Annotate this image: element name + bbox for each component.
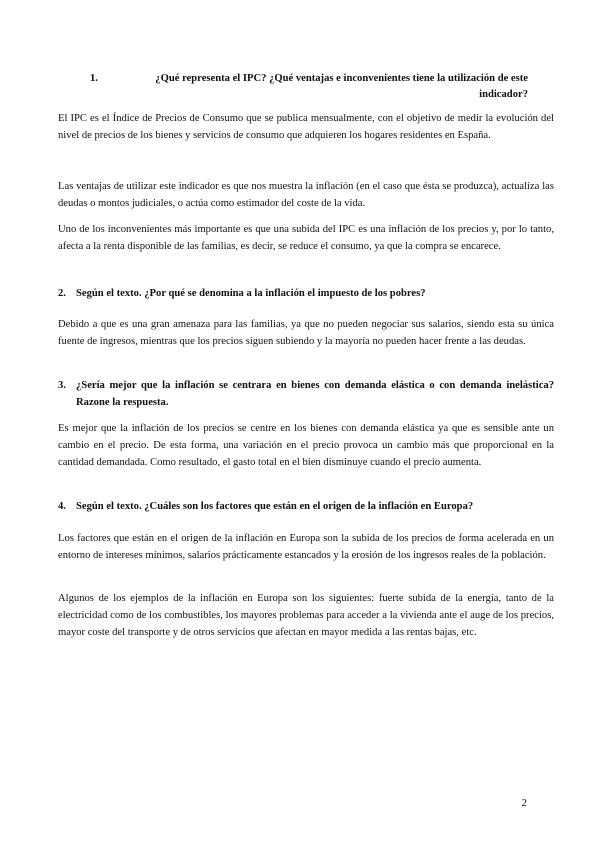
section-2-title: Según el texto. ¿Por qué se denomina a la inflación el impuesto de los pobres? — [76, 288, 426, 299]
section-4-number: 4. — [58, 501, 66, 512]
section-4-title: Según el texto. ¿Cuáles son los factores que están en el origen de la inflación en Europa? — [76, 501, 474, 512]
section-3-number: 3. — [58, 380, 66, 391]
section-2-paragraph-1: Debido a que es una gran amenaza para las familias, ya que no pueden negociar sus salarios, siendo esta su única fuente de ingresos, mientras que los precios siguen subiendo y la mayoría no pueden hacer frente a las deudas. — [58, 319, 554, 348]
section-4-paragraph-1: Los factores que están en el origen de la inflación en Europa son la subida de los precios de forma acelerada en un entorno de intereses mínimos, salarios prácticamente estancados y la erosión de los ingresos reales de la población. — [58, 533, 554, 562]
section-1-title: ¿Qué representa el IPC? ¿Qué ventajas e inconvenientes tiene la utilización de este indicador? — [155, 73, 528, 100]
section-2-number: 2. — [58, 288, 66, 299]
section-3-title: ¿Sería mejor que la inflación se centrara en bienes con demanda elástica o con demanda inelástica? Razone la respuesta. — [76, 380, 554, 408]
section-2-heading — [58, 285, 554, 302]
section-4-paragraph-2: Algunos de los ejemplos de la inflación en Europa son los siguientes: fuerte subida de la energía, tanto de la electricidad como de los combustibles, los mayores problemas para acceder a la vivienda ante el auge de los precios, mayor coste del transporte y de otros servicios que afectan en mayor medida a las rentas bajas, etc. — [58, 593, 554, 639]
section-1-paragraph-1: El IPC es el Índice de Precios de Consumo que se publica mensualmente, con el objetivo de medir la evolución del nivel de precios de los bienes y servicios de consumo que adquieren los hogares residentes en España. — [58, 113, 554, 142]
page-number: 2 — [521, 797, 527, 809]
section-1-number: 1. — [90, 73, 98, 84]
section-3-heading — [58, 377, 554, 411]
section-1-paragraph-2: Las ventajas de utilizar este indicador es que nos muestra la inflación (en el caso que ésta se produzca), actualiza las deudas o montos judiciales, o actúa como estimador del coste de la vida. — [58, 181, 554, 210]
section-3-paragraph-1: Es mejor que la inflación de los precios se centre en los bienes con demanda elástica ya que es sensible ante un cambio en el precio. De esta forma, una variación en el precio provoca un cambio más que proporcional en la cantidad demandada. Como resultado, el gasto total en el bien disminuye cuando el precio aumenta. — [58, 423, 554, 469]
section-1-paragraph-3: Uno de los inconvenientes más importante es que una subida del IPC es una inflación de los precios y, por lo tanto, afecta a la renta disponible de las familias, es decir, se reduce el consumo, ya que la compra se encarece. — [58, 224, 554, 253]
section-4-heading — [58, 498, 554, 515]
